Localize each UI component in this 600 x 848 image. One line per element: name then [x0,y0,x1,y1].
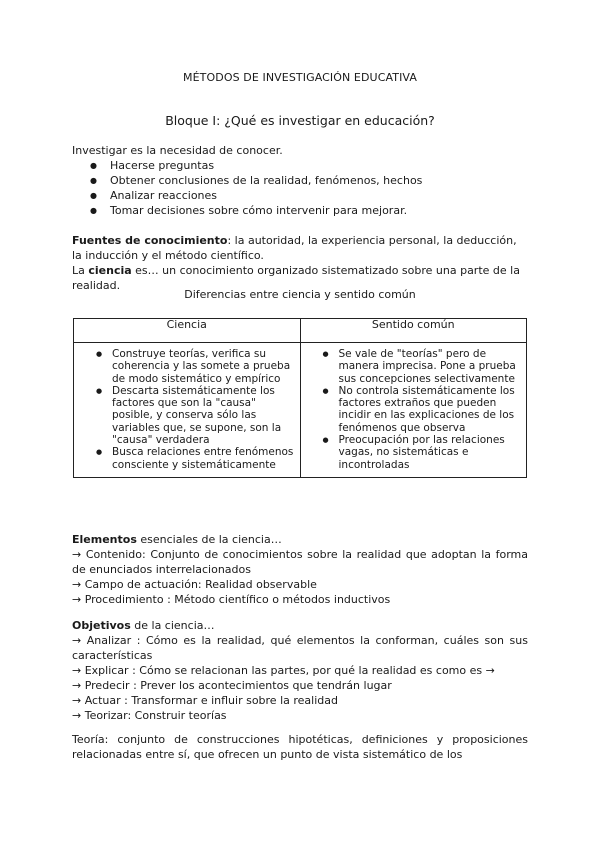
section-heading: Bloque I: ¿Qué es investigar en educación? [165,113,435,128]
ciencia-cell [74,343,301,478]
list-item: ● Busca relaciones entre fenómenos consciente y sistemáticamente [80,446,294,471]
table-caption: Diferencias entre ciencia y sentido común [184,288,416,301]
ciencia-text: es… un conocimiento organizado sistematizado sobre una parte de la realidad. [72,264,520,292]
intro-bullet-list [72,158,528,218]
elementos-label: Elementos [72,533,137,546]
fuentes-paragraph [72,233,528,263]
sentido-comun-cell [300,343,527,478]
sentido-comun-list [307,348,521,471]
ciencia-list [80,348,294,471]
list-item: ● Descarta sistemáticamente los factores que son la "causa" posible, y conserva sólo las variables que, se supone, son la "causa" verdadera [80,385,294,446]
objetivos-section [72,618,528,723]
list-item: → Analizar : Cómo es la realidad, qué elementos la conforman, cuáles son sus características [72,634,528,662]
intro-section [72,143,528,218]
table-header-ciencia: Ciencia [74,319,301,343]
list-item: ● Construye teorías, verifica su coherencia y las somete a prueba de modo sistemático y empírico [80,348,294,385]
list-item: ● Obtener conclusiones de la realidad, fenómenos, hechos [72,173,528,188]
list-item: → Explicar : Cómo se relacionan las partes, por qué la realidad es como es → [72,664,495,677]
list-item: ● Hacerse preguntas [72,158,528,173]
elementos-text: esenciales de la ciencia… [136,533,282,546]
list-item: ● No controla sistemáticamente los factores extraños que pueden incidir en las explicaciones de los fenómenos que observa [307,385,521,434]
intro-text: Investigar es la necesidad de conocer. [72,144,283,157]
elementos-section [72,532,528,607]
fuentes-text: : la autoridad, la experiencia personal, la deducción, la inducción y el método científico. [72,234,517,262]
ciencia-pre: La [72,264,89,277]
table-header-sentido-comun: Sentido común [300,319,527,343]
teoria-paragraph: Teoría: conjunto de construcciones hipotéticas, definiciones y proposiciones relacionadas entre sí, que ofrecen un punto de vista sistemático de los [72,733,528,761]
list-item: → Teorizar: Construir teorías [72,709,227,722]
objetivos-label: Objetivos [72,619,131,632]
fuentes-label: Fuentes de conocimiento [72,234,228,247]
document-title: MÉTODOS DE INVESTIGACIÓN EDUCATIVA [183,71,417,84]
list-item: → Procedimiento : Método científico o métodos inductivos [72,593,391,606]
list-item: ● Analizar reacciones [72,188,528,203]
objetivos-heading [72,618,528,633]
comparison-table [73,318,527,478]
elementos-heading [72,532,528,547]
list-item: → Predecir : Prever los acontecimientos que tendrán lugar [72,679,392,692]
list-item: → Contenido: Conjunto de conocimientos sobre la realidad que adoptan la forma de enunciados interrelacionados [72,548,528,576]
list-item: ● Tomar decisiones sobre cómo intervenir para mejorar. [72,203,528,218]
list-item: → Actuar : Transformar e influir sobre la realidad [72,694,338,707]
list-item: → Campo de actuación: Realidad observable [72,578,317,591]
objetivos-text: de la ciencia… [130,619,215,632]
list-item: ● Se vale de "teorías" pero de manera imprecisa. Pone a prueba sus concepciones selectivamente [307,348,521,385]
ciencia-label: ciencia [88,264,132,277]
list-item: ● Preocupación por las relaciones vagas, no sistemáticas e incontroladas [307,434,521,471]
